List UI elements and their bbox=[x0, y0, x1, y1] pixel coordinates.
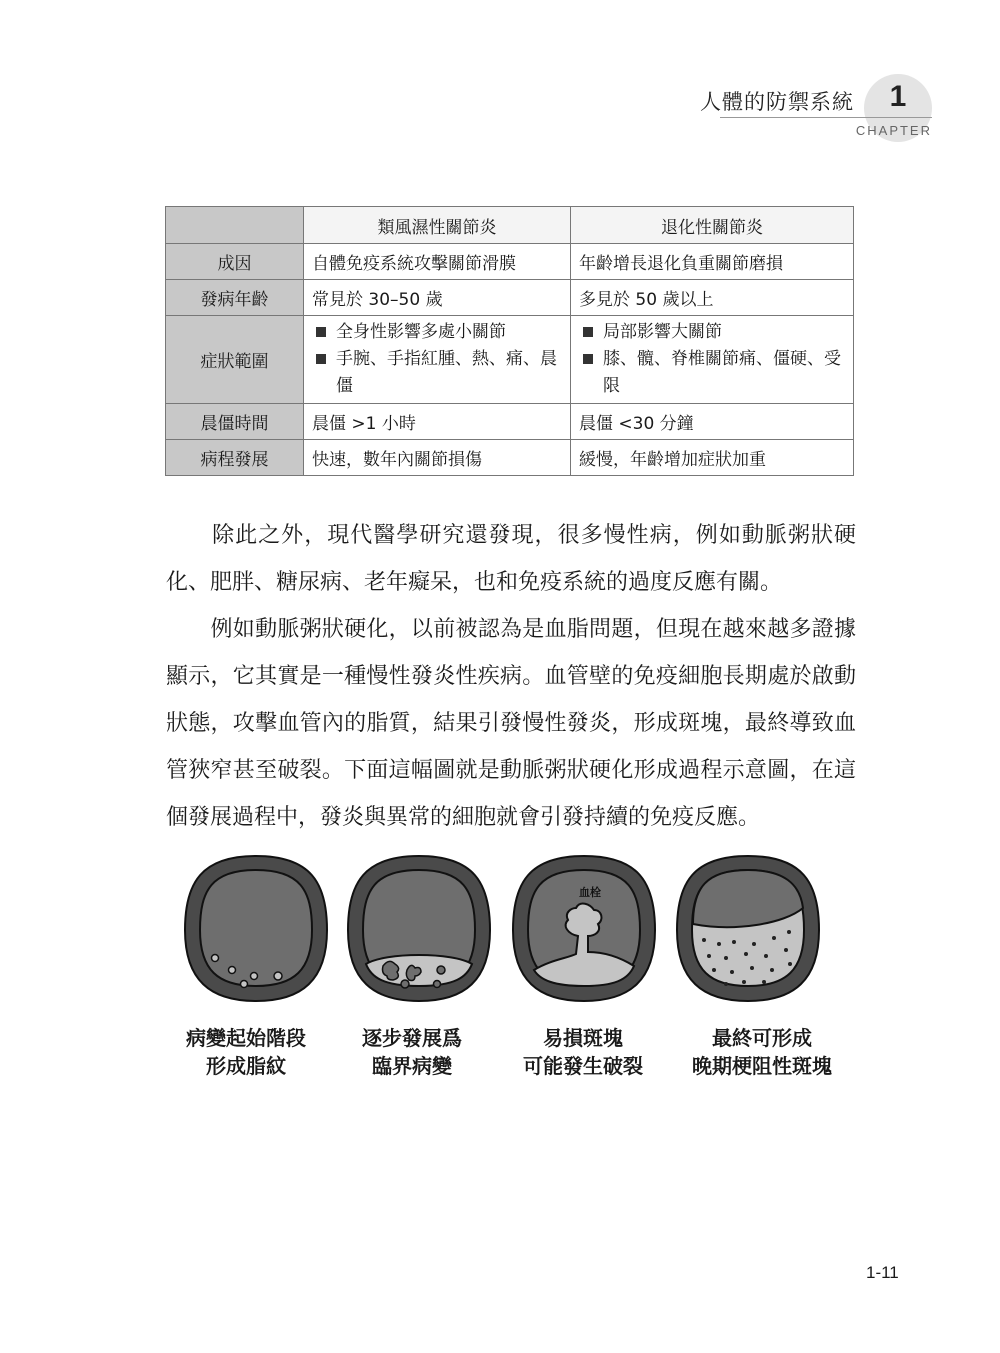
artery-stage-2-illustration bbox=[345, 852, 493, 1004]
square-bullet-icon bbox=[316, 327, 326, 337]
comparison-table bbox=[165, 206, 854, 476]
body-paragraph-1: 除此之外，現代醫學研究還發現，很多慢性病，例如動脈粥狀硬化、肥胖、糖尿病、老年癡呆，也和免疫系統的過度反應有關。 bbox=[166, 523, 856, 595]
stage-2-caption: 逐步發展爲 臨界病變 bbox=[362, 1026, 462, 1078]
square-bullet-icon bbox=[583, 327, 593, 337]
row-header: 成因 bbox=[166, 244, 304, 280]
row-header: 症狀範圍 bbox=[166, 316, 304, 404]
bullet-item: 全身性影響多處小關節 bbox=[312, 319, 562, 346]
stage-3-caption: 易損斑塊 可能發生破裂 bbox=[523, 1026, 643, 1078]
header-divider bbox=[720, 117, 932, 118]
table-cell: 自體免疫系統攻擊關節滑膜 bbox=[304, 244, 571, 280]
table-cell: 常見於 30–50 歲 bbox=[304, 280, 571, 316]
square-bullet-icon bbox=[583, 354, 593, 364]
table-header-row bbox=[166, 207, 854, 244]
artery-stage-4-illustration bbox=[674, 852, 822, 1004]
table-cell: 晨僵 >1 小時 bbox=[304, 404, 571, 440]
chapter-label: CHAPTER bbox=[855, 123, 932, 138]
table-cell bbox=[304, 316, 571, 404]
artery-stage-3-illustration bbox=[510, 852, 658, 1004]
column-header-oa: 退化性關節炎 bbox=[571, 207, 854, 244]
table-cell: 快速，數年內關節損傷 bbox=[304, 440, 571, 476]
stage-1-caption: 病變起始階段 形成脂紋 bbox=[186, 1026, 306, 1078]
table-cell: 多見於 50 歲以上 bbox=[571, 280, 854, 316]
bullet-item: 膝、髖、脊椎關節痛、僵硬、受限 bbox=[579, 346, 845, 400]
row-header: 病程發展 bbox=[166, 440, 304, 476]
table-cell: 晨僵 <30 分鐘 bbox=[571, 404, 854, 440]
table-cell: 緩慢，年齡增加症狀加重 bbox=[571, 440, 854, 476]
chapter-title: 人體的防禦系統 bbox=[700, 90, 854, 114]
thrombus-label: 血栓 bbox=[579, 886, 601, 899]
column-header-ra: 類風濕性關節炎 bbox=[304, 207, 571, 244]
row-header: 發病年齡 bbox=[166, 280, 304, 316]
stage-4-caption: 最終可形成 晚期梗阻性斑塊 bbox=[692, 1026, 832, 1078]
table-row bbox=[166, 404, 854, 440]
row-header: 晨僵時間 bbox=[166, 404, 304, 440]
chapter-number: 1 bbox=[889, 80, 907, 113]
table-row bbox=[166, 440, 854, 476]
table-row bbox=[166, 244, 854, 280]
table-cell: 年齡增長退化負重關節磨損 bbox=[571, 244, 854, 280]
artery-stage-1-illustration bbox=[182, 852, 330, 1004]
table-corner-cell bbox=[166, 207, 304, 244]
page-number: 1-11 bbox=[866, 1263, 899, 1282]
square-bullet-icon bbox=[316, 354, 326, 364]
bullet-item: 手腕、手指紅腫、熱、痛、晨僵 bbox=[312, 346, 562, 400]
table-cell bbox=[571, 316, 854, 404]
bullet-item: 局部影響大關節 bbox=[579, 319, 845, 346]
table-row bbox=[166, 280, 854, 316]
table-row bbox=[166, 316, 854, 404]
body-paragraph-2: 例如動脈粥狀硬化，以前被認為是血脂問題，但現在越來越多證據顯示，它其實是一種慢性發炎性疾病。血管壁的免疫細胞長期處於啟動狀態，攻擊血管內的脂質，結果引發慢性發炎，形成斑塊，最終導致血管狹窄甚至破裂。下面這幅圖就是動脈粥狀硬化形成過程示意圖，在這個發展過程中，發炎與異常的細胞就會引發持續的免疫反應。 bbox=[166, 617, 856, 830]
